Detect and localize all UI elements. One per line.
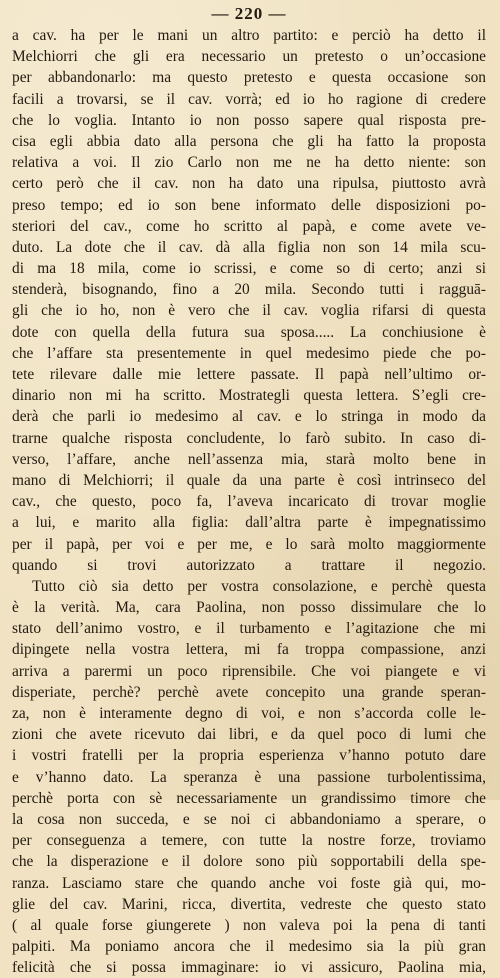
text-line: dinario non mi ha scritto. Mostrategli questa lettera. S’egli cre- — [12, 387, 486, 405]
text-line: ( al quale forse giungerete ) non valeva poi la pena di tanti — [12, 916, 486, 934]
text-line: la cosa non succeda, e se noi ci abbandoniamo a sperare, o — [12, 810, 486, 828]
text-line: trarne qualche risposta concludente, lo farò subito. In caso di- — [12, 429, 486, 447]
text-line: stato dell’animo vostro, e il turbamento e l’agitazione che mi — [12, 620, 486, 638]
text-line: tete rilevare dalle mie lettere passate. Il papà nell’ultimo or- — [12, 366, 486, 383]
text-line: quando si trovi autorizzato a trattare il negozio. — [12, 556, 486, 574]
text-line: per abbandonarlo: ma questo pretesto e questa occasione son — [12, 69, 486, 87]
text-line: che lo voglia. Intanto io non posso sapere qual risposta pre- — [12, 111, 486, 129]
text-line: di ma 18 mila, come io scrissi, e come so di certo; anzi si — [12, 260, 486, 278]
text-line: che la disperazione e il dolore sono più sopportabili della spe- — [12, 853, 486, 871]
text-line: steriori del cav., come ho scritto al papà, e come avete ve- — [12, 217, 486, 235]
text-line: e v’hanno dato. La speranza è una passione turbolentissima, — [12, 768, 486, 786]
page-number: — 220 — — [211, 4, 287, 23]
text-line: preso tempo; ed io son bene informato delle disposizioni po- — [12, 196, 486, 214]
text-line: disperiate, perchè? perchè avete concepito una grande speran- — [12, 683, 486, 701]
text-line: certo però che il cav. non ha dato una ripulsa, piuttosto avrà — [12, 175, 486, 193]
text-line: per il papà, per voi e per me, e lo sarà molto maggiormente — [12, 535, 486, 553]
text-line: relativa a voi. Il zio Carlo non me ne ha detto niente: son — [12, 154, 486, 172]
text-line: dote con quella della futura sua sposa..... La conchiusione è — [12, 323, 486, 341]
text-line: stenderà, bisognando, fino a 20 mila. Secondo tutti i ragguā- — [12, 281, 486, 299]
text-line: è la verità. Ma, cara Paolina, non posso dissimulare che lo — [12, 599, 486, 617]
text-line: felicità che si possa immaginare: io vi assicuro, Paolina mia, — [12, 959, 486, 977]
body-text — [12, 25, 486, 978]
text-line: verso, l’affare, anche nell’assenza mia, starà molto bene in — [12, 450, 486, 468]
text-line: Melchiorri che gli era necessario un pretesto o un’occasione — [12, 48, 486, 66]
text-line: arriva a parermi un poco riprensibile. Che voi piangete e vi — [12, 662, 486, 680]
text-line: cav., che questo, poco fa, l’aveva incaricato di trovar moglie — [12, 493, 486, 511]
text-line: gli che io ho, non è vero che il cav. voglia rifarsi di questa — [12, 302, 486, 320]
text-line: cisa egli abbia dato alla persona che gli ha fatto la proposta — [12, 132, 486, 150]
text-line: mano di Melchiorri; il quale da una parte è così intrinseco del — [12, 471, 486, 489]
text-line: dipingete nella vostra lettera, mi fa troppa compassione, anzi — [12, 641, 486, 659]
text-line: per conseguenza a temere, con tutte la nostre forze, troviamo — [12, 832, 486, 850]
text-line: za, non è interamente degno di voi, e non s’accorda colle le- — [12, 705, 486, 722]
text-line: Tutto ciò sia detto per vostra consolazione, e perchè questa — [32, 577, 486, 595]
text-line: glie del cav. Marini, ricca, divertita, vedreste che questo stato — [12, 895, 486, 913]
text-line: facili a trovarsi, se il cav. vorrà; ed io ho ragione di credere — [12, 90, 486, 108]
text-line: zioni che avete ricevuto dai libri, e da quel poco di lumi che — [12, 726, 486, 744]
text-line: a lui, e marito alla figlia: dall’altra parte è impegnatissimo — [12, 514, 486, 532]
text-line: che l’affare sta presentemente in quel medesimo piede che po- — [12, 344, 486, 362]
text-line: duto. La dote che il cav. dà alla figlia non son 14 mila scu- — [12, 238, 486, 256]
text-line: perchè porta con sè necessariamente un grandissimo timore che — [12, 789, 486, 807]
text-line: a cav. ha per le mani un altro partito: e perciò ha detto il — [12, 27, 486, 44]
text-line: derà che parli io medesimo al cav. e lo stringa in modo da — [12, 408, 486, 426]
text-line: palpiti. Ma poniamo ancora che il medesimo sia la più gran — [12, 938, 486, 956]
text-line: i vostri fratelli per la propria esperienza v’hanno potuto dare — [12, 747, 486, 765]
text-line: ranza. Lasciamo stare che quando anche voi foste già qui, mo- — [12, 874, 486, 892]
